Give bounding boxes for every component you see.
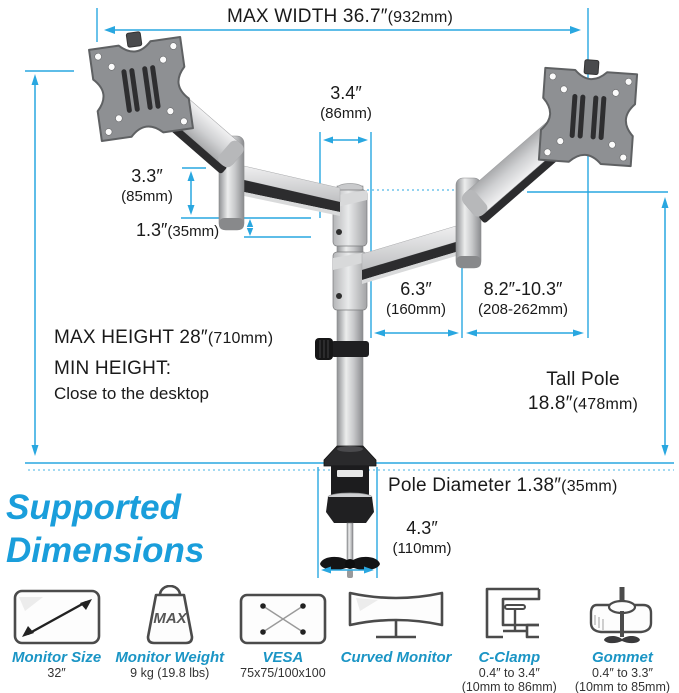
supported-item-vesa: VESA 75x75/100x100 (226, 583, 339, 693)
right-forearm (362, 226, 456, 284)
supported-item-curved-monitor: Curved Monitor (340, 583, 453, 693)
left-forearm (244, 166, 340, 216)
pole-diameter-label: Pole Diameter 1.38″(35mm) (388, 475, 618, 496)
curved-monitor-icon (344, 583, 448, 647)
outer-arm-label: 8.2″-10.3″ (208-262mm) (477, 279, 569, 318)
inner-arm-label: 6.3″ (160mm) (385, 279, 446, 318)
gommet-icon (579, 583, 665, 647)
arm-gap-label: 1.3″(35mm) (136, 220, 220, 240)
supported-dimensions-row (0, 583, 679, 693)
arm-drop-label: 3.3″ (85mm) (121, 166, 173, 205)
section-title: Supported Dimensions (6, 488, 205, 571)
top-offset-label: 3.4″ (86mm) (320, 83, 372, 122)
max-height-label: MAX HEIGHT 28″(710mm) (54, 327, 274, 348)
c-clamp-icon (469, 583, 549, 647)
monitor-weight-icon (122, 583, 218, 647)
supported-item-c-clamp: C-Clamp 0.4″ to 3.4″ (10mm to 86mm) (453, 583, 566, 693)
supported-item-monitor-weight: MAX Monitor Weight 9 kg (19.8 lbs) (113, 583, 226, 693)
min-height-label: MIN HEIGHT: (54, 358, 172, 379)
desk-clamp (320, 446, 380, 578)
left-vesa-plate (88, 26, 193, 141)
right-vesa-plate (539, 57, 638, 166)
clamp-width-label: 4.3″ (110mm) (392, 518, 452, 557)
monitor-size-icon (9, 583, 105, 647)
pole-knob (315, 338, 369, 360)
supported-item-gommet: Gommet 0.4″ to 3.3″ (10mm to 85mm) (566, 583, 679, 693)
vesa-icon (235, 583, 331, 647)
tall-pole-label: Tall Pole 18.8″(478mm) (527, 369, 639, 414)
max-width-label: MAX WIDTH 36.7″(932mm) (226, 6, 454, 27)
supported-item-monitor-size: Monitor Size 32″ (0, 583, 113, 693)
svg-text:MAX: MAX (153, 610, 187, 627)
min-height-value: Close to the desktop (54, 384, 209, 403)
